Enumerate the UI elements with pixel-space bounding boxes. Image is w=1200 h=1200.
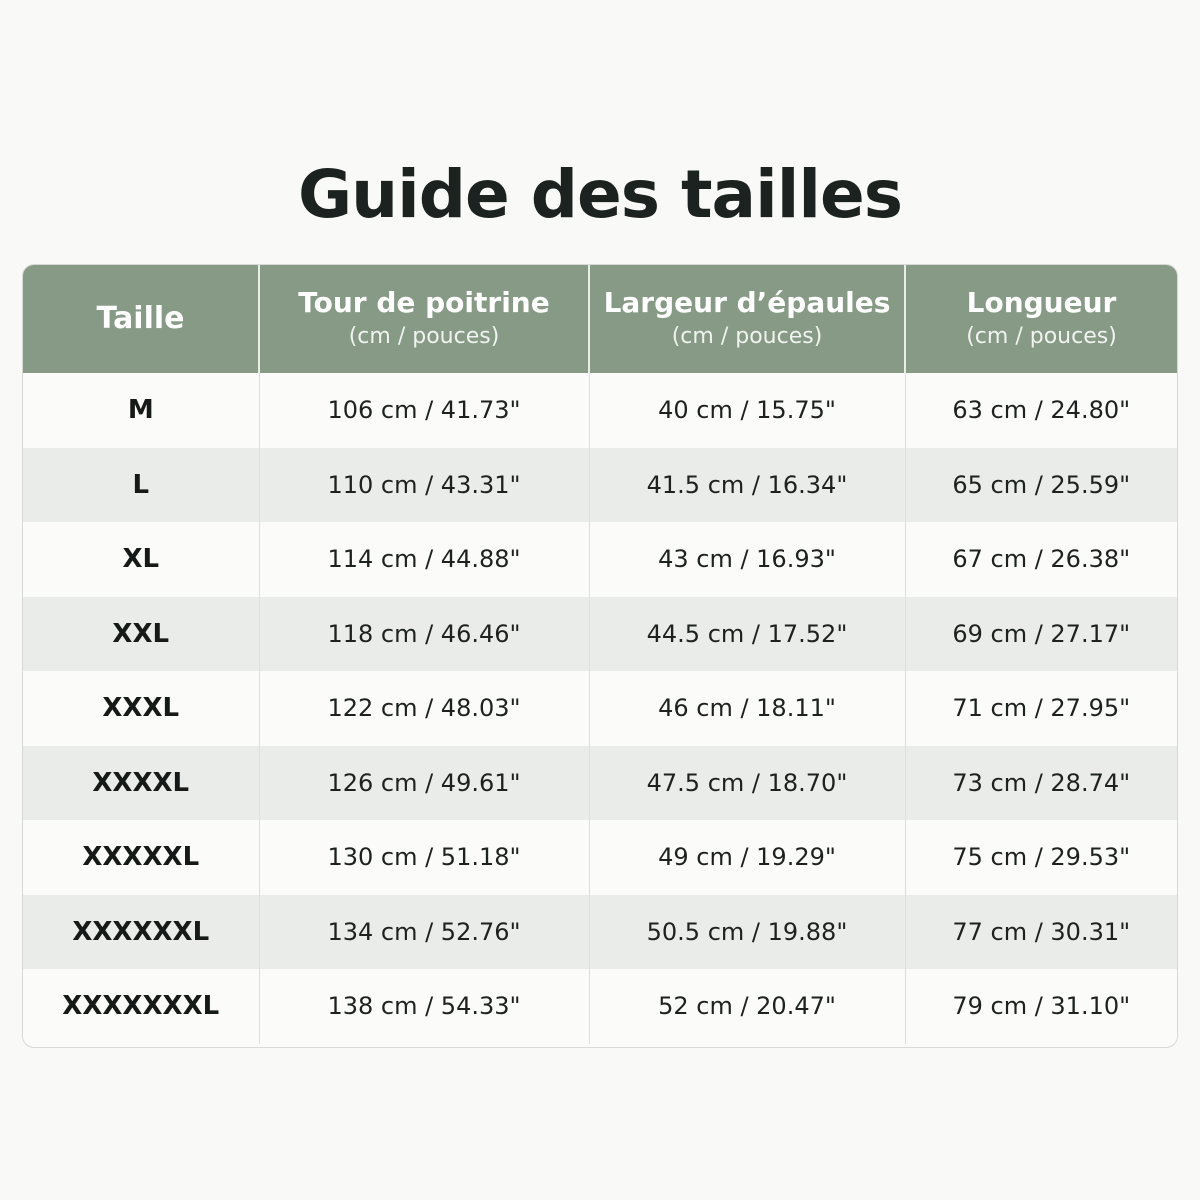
table-header-row [23,265,1177,373]
length-cell: 79 cm / 31.10" [905,969,1177,1044]
shoulders-cell: 49 cm / 19.29" [589,820,905,895]
shoulders-cell: 43 cm / 16.93" [589,522,905,597]
header-chest-label: Tour de poitrine [298,286,550,319]
table-row [23,671,1177,746]
chest-cell: 118 cm / 46.46" [259,597,589,672]
table-row [23,746,1177,821]
header-length [905,265,1177,373]
chest-cell: 134 cm / 52.76" [259,895,589,970]
chest-cell: 110 cm / 43.31" [259,448,589,523]
shoulders-cell: 41.5 cm / 16.34" [589,448,905,523]
length-cell: 77 cm / 30.31" [905,895,1177,970]
header-chest-unit: (cm / pouces) [348,324,500,349]
page-title: Guide des tailles [297,156,903,233]
size-cell: XXXXL [23,746,259,821]
chest-cell: 130 cm / 51.18" [259,820,589,895]
length-cell: 73 cm / 28.74" [905,746,1177,821]
shoulders-cell: 52 cm / 20.47" [589,969,905,1044]
size-cell: XL [23,522,259,597]
length-cell: 67 cm / 26.38" [905,522,1177,597]
table-row [23,969,1177,1044]
chest-cell: 122 cm / 48.03" [259,671,589,746]
header-length-label: Longueur [966,286,1117,319]
header-shoulders-label: Largeur d’épaules [603,286,891,319]
header-chest [259,265,589,373]
size-cell: XXXXXL [23,820,259,895]
length-cell: 71 cm / 27.95" [905,671,1177,746]
chest-cell: 114 cm / 44.88" [259,522,589,597]
length-cell: 69 cm / 27.17" [905,597,1177,672]
shoulders-cell: 46 cm / 18.11" [589,671,905,746]
shoulders-cell: 40 cm / 15.75" [589,373,905,448]
size-cell: XXXXXXXL [23,969,259,1044]
chest-cell: 106 cm / 41.73" [259,373,589,448]
size-cell: XXL [23,597,259,672]
size-cell: XXXL [23,671,259,746]
header-size [23,265,259,373]
size-cell: M [23,373,259,448]
size-cell: XXXXXXL [23,895,259,970]
table-row [23,820,1177,895]
shoulders-cell: 50.5 cm / 19.88" [589,895,905,970]
table-row [23,448,1177,523]
table-row [23,373,1177,448]
length-cell: 65 cm / 25.59" [905,448,1177,523]
header-size-label: Taille [96,301,185,336]
length-cell: 63 cm / 24.80" [905,373,1177,448]
header-length-unit: (cm / pouces) [966,324,1117,349]
chest-cell: 126 cm / 49.61" [259,746,589,821]
shoulders-cell: 44.5 cm / 17.52" [589,597,905,672]
size-cell: L [23,448,259,523]
table-row [23,895,1177,970]
shoulders-cell: 47.5 cm / 18.70" [589,746,905,821]
header-shoulders [589,265,905,373]
header-shoulders-unit: (cm / pouces) [671,324,823,349]
table-row [23,597,1177,672]
chest-cell: 138 cm / 54.33" [259,969,589,1044]
length-cell: 75 cm / 29.53" [905,820,1177,895]
size-chart-table [22,264,1178,1048]
table-row [23,522,1177,597]
